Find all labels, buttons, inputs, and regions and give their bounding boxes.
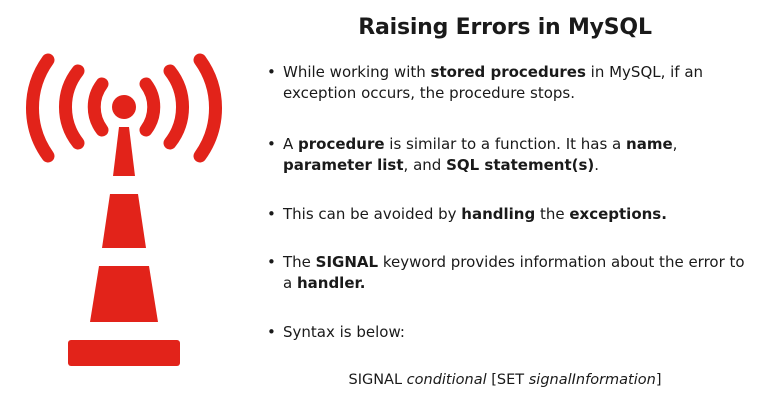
tower-segment-1 [113, 127, 135, 176]
slide-title: Raising Errors in MySQL [358, 15, 652, 40]
wave-left-inner [94, 84, 102, 130]
bullet-item-5: • Syntax is below: [267, 322, 757, 343]
syntax-line [300, 372, 710, 388]
wave-right-outer [200, 60, 216, 156]
bullet-item-2: • A procedure is similar to a function. It has a name, parameter list, and SQL statement(s). [267, 134, 757, 176]
antenna-tip [112, 95, 136, 119]
syntax-info: signalInformation [528, 372, 656, 388]
syntax-argument: conditional [406, 372, 487, 388]
syntax-close-bracket: ] [655, 372, 662, 388]
bullet-item-4: • The SIGNAL keyword provides information about the error to a handler. [267, 252, 757, 294]
wave-right-middle [170, 71, 183, 143]
wave-left-outer [32, 60, 48, 156]
tower-segment-2 [102, 194, 146, 248]
tower-segment-3 [90, 266, 158, 322]
bullet-item-1: • While working with stored procedures in MySQL, if an exception occurs, the procedure stops. [267, 62, 757, 104]
wave-right-inner [146, 84, 154, 130]
bullet-item-3: • This can be avoided by handling the exceptions. [267, 204, 757, 225]
signal-tower-icon [0, 0, 260, 410]
syntax-keyword: SIGNAL [348, 372, 403, 388]
wave-left-middle [65, 71, 78, 143]
syntax-open-bracket: [SET [491, 372, 529, 388]
tower-base [68, 340, 180, 366]
